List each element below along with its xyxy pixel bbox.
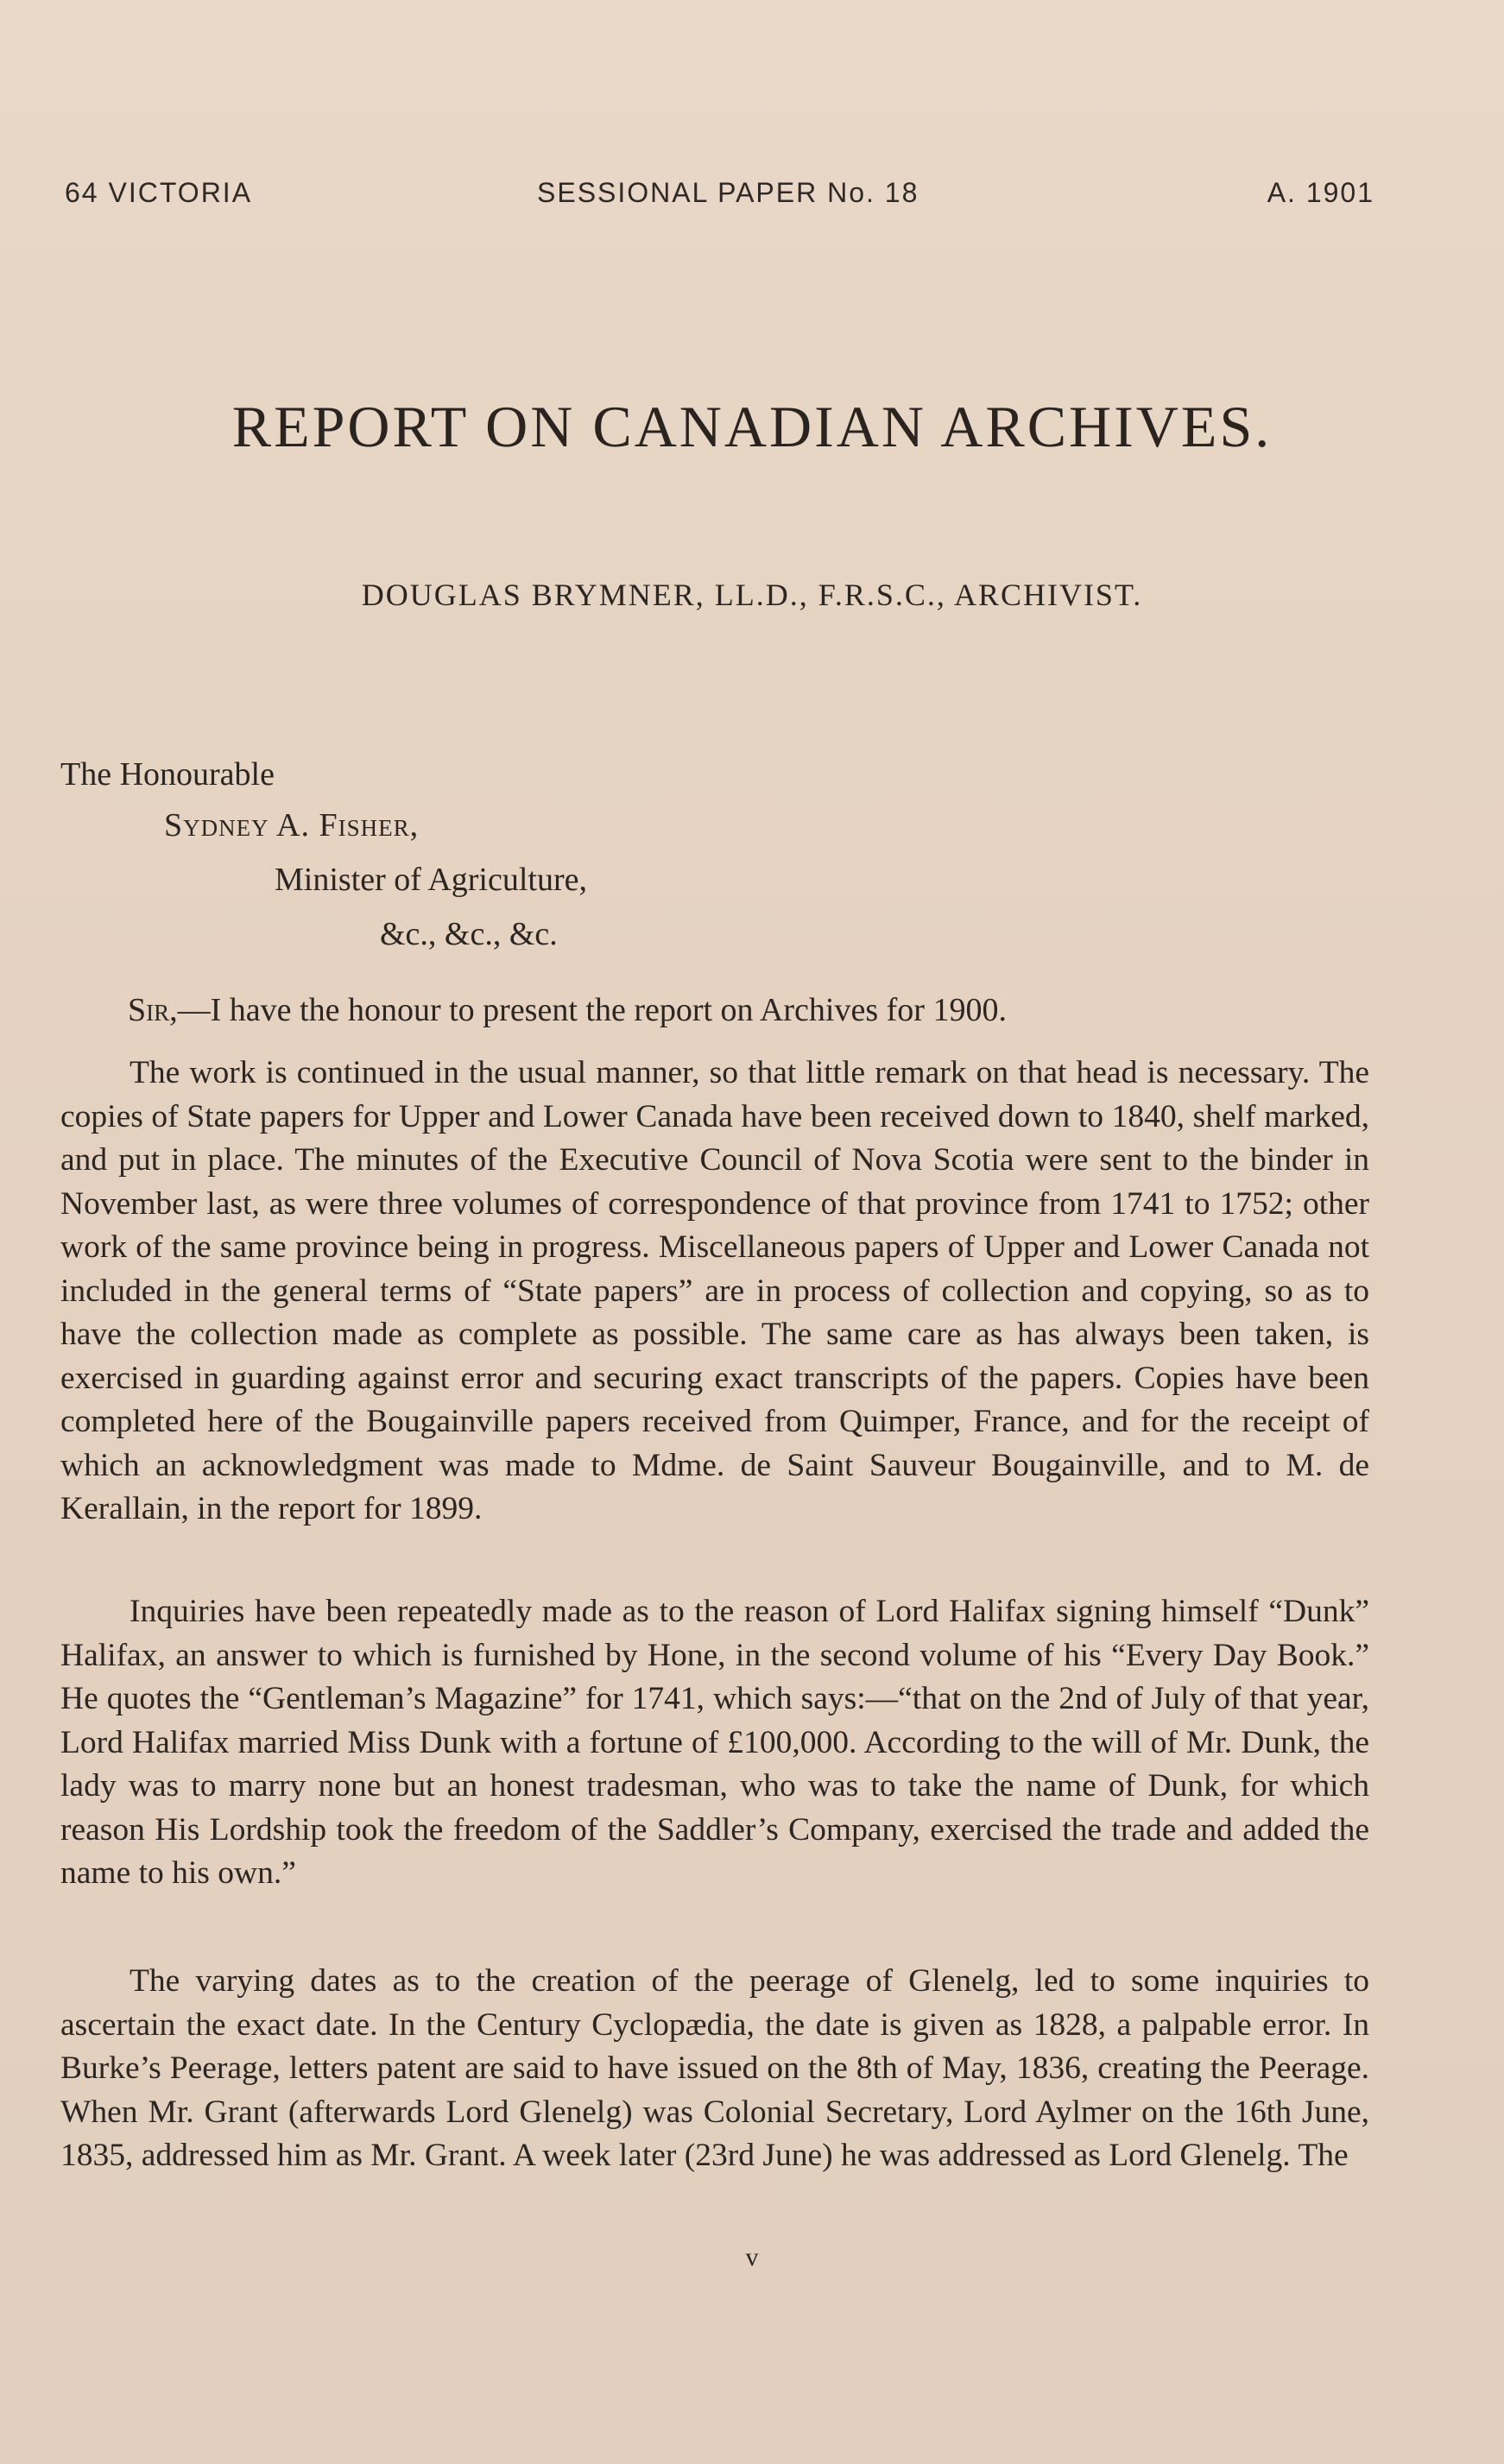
salutation	[128, 991, 1007, 1029]
address-line-3: Minister of Agriculture,	[275, 862, 587, 898]
header-volume: 64 VICTORIA	[65, 177, 253, 208]
address-line-4: &c., &c., &c.	[380, 916, 558, 952]
salutation-prefix: Sir,	[128, 992, 178, 1028]
running-head	[65, 177, 1374, 212]
address-line-2: Sydney A. Fisher,	[164, 807, 420, 843]
body-paragraph: The varying dates as to the creation of the peerage of Glenelg, led to some inquiries to ascertain the exact date. In the Century Cyclopædia, the date is given as 1828, a palpable error. In Burke’s Peerage, letters patent are said to have issued on the 8th of May, 1836, creating the Peerage. When Mr. Grant (afterwards Lord Glenelg) was Colonial Secretary, Lord Aylmer on the 16th June, 1835, addressed him as Mr. Grant. A week later (23rd June) he was addressed as Lord Glenelg. The	[60, 1963, 1369, 2173]
address-line-1: The Honourable	[60, 756, 275, 793]
author-line: DOUGLAS BRYMNER, LL.D., F.R.S.C., ARCHIVIST.	[361, 578, 1143, 612]
report-title: REPORT ON CANADIAN ARCHIVES.	[231, 394, 1273, 459]
salutation-text: —I have the honour to present the report on Archives for 1900.	[177, 992, 1007, 1028]
body-paragraph: The work is continued in the usual manner, so that little remark on that head is necessary. The copies of State papers for Upper and Lower Canada have been received down to 1840, shelf marked, and put in place. The minutes of the Executive Council of Nova Scotia were sent to the binder in November last, as were three volumes of correspondence of that province from 1741 to 1752; other work of the same province being in progress. Miscellaneous papers of Upper and Lower Canada not included in the general terms of “State papers” are in process of collection and copying, so as to have the collection made as complete as possible. The same care as has always been taken, is exercised in guarding against error and securing exact transcripts of the papers. Copies have been completed here of the Bougainville papers received from Quimper, France, and for the receipt of which an acknowledgment was made to Mdme. de Saint Sauveur Bougainville, and to M. de Kerallain, in the report for 1899.	[60, 1055, 1369, 1526]
header-year: A. 1901	[1267, 177, 1374, 208]
body-paragraph: Inquiries have been repeatedly made as to the reason of Lord Halifax signing himself “Dunk” Halifax, an answer to which is furnished by Hone, in the second volume of his “Every Day Book.” He quotes the “Gentleman’s Magazine” for 1741, which says:—“that on the 2nd of July of that year, Lord Halifax married Miss Dunk with a fortune of £100,000. According to the will of Mr. Dunk, the lady was to marry none but an honest tradesman, who was to take the name of Dunk, for which reason His Lordship took the freedom of the Saddler’s Company, exercised the trade and added the name to his own.”	[60, 1594, 1369, 1891]
page-number: v	[745, 2243, 759, 2271]
header-sessional-paper: SESSIONAL PAPER No. 18	[537, 177, 919, 208]
